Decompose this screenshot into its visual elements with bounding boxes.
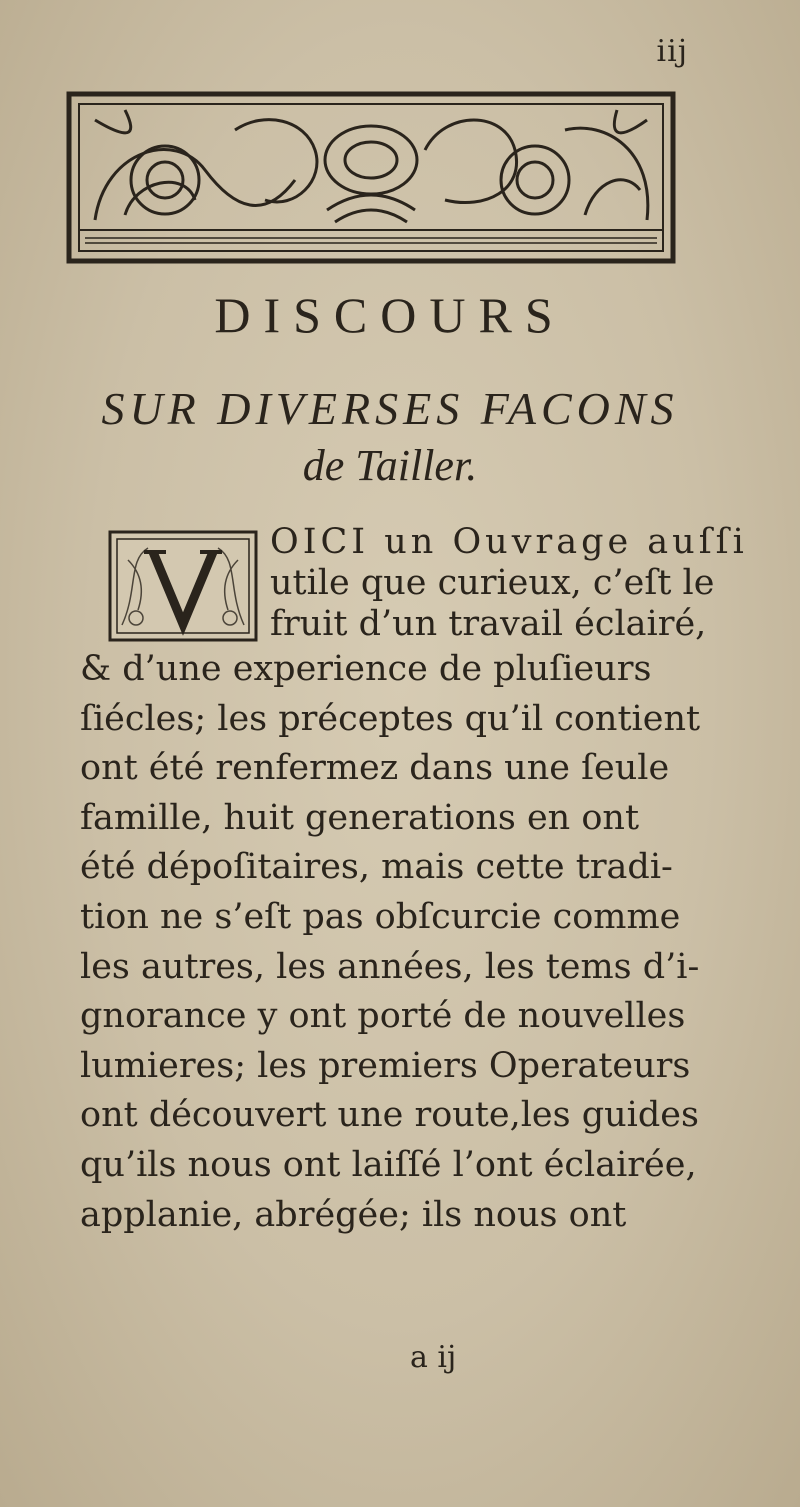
first-lines [270, 522, 748, 645]
text-line: applanie, abrégée; ils nous ont [80, 1194, 627, 1235]
text-line: les autres, les années, les tems d’i- [80, 946, 700, 987]
decorated-initial-v [108, 530, 258, 642]
text-line: utile que curieux, c’eſt le [270, 563, 715, 603]
subtitle-line-2: de Tailler. [302, 441, 478, 490]
page-number: iij [656, 34, 688, 69]
text-line: gnorance y ont porté de nouvelles [80, 996, 686, 1037]
text-line: ſiécles; les préceptes qu’il contient [80, 698, 701, 739]
text-line: & d’une experience de pluſieurs [80, 649, 652, 689]
text-line: tion ne s’eſt pas obſcurcie comme [80, 896, 681, 937]
text-line: famille, huit generations en ont [80, 797, 640, 838]
body-text [80, 645, 720, 1240]
text-line: lumieres; les premiers Operateurs [80, 1045, 691, 1086]
text-line: été dépoſitaires, mais cette tradi- [80, 847, 673, 888]
text-line: qu’ils nous ont laiſſé l’ont éclairée, [80, 1144, 697, 1185]
ornamental-headpiece [65, 90, 677, 265]
text-line: OICI un Ouvrage auſſi [270, 522, 748, 562]
title: DISCOURS [214, 287, 566, 343]
subtitle: SUR DIVERSES FACONS [101, 383, 679, 434]
text-line: ont découvert une route,les guides [80, 1095, 699, 1136]
text-line: ont été renfermez dans une ſeule [80, 748, 670, 789]
signature-mark: a ij [410, 1340, 457, 1375]
text-line: fruit d’un travail éclairé, [270, 604, 707, 644]
